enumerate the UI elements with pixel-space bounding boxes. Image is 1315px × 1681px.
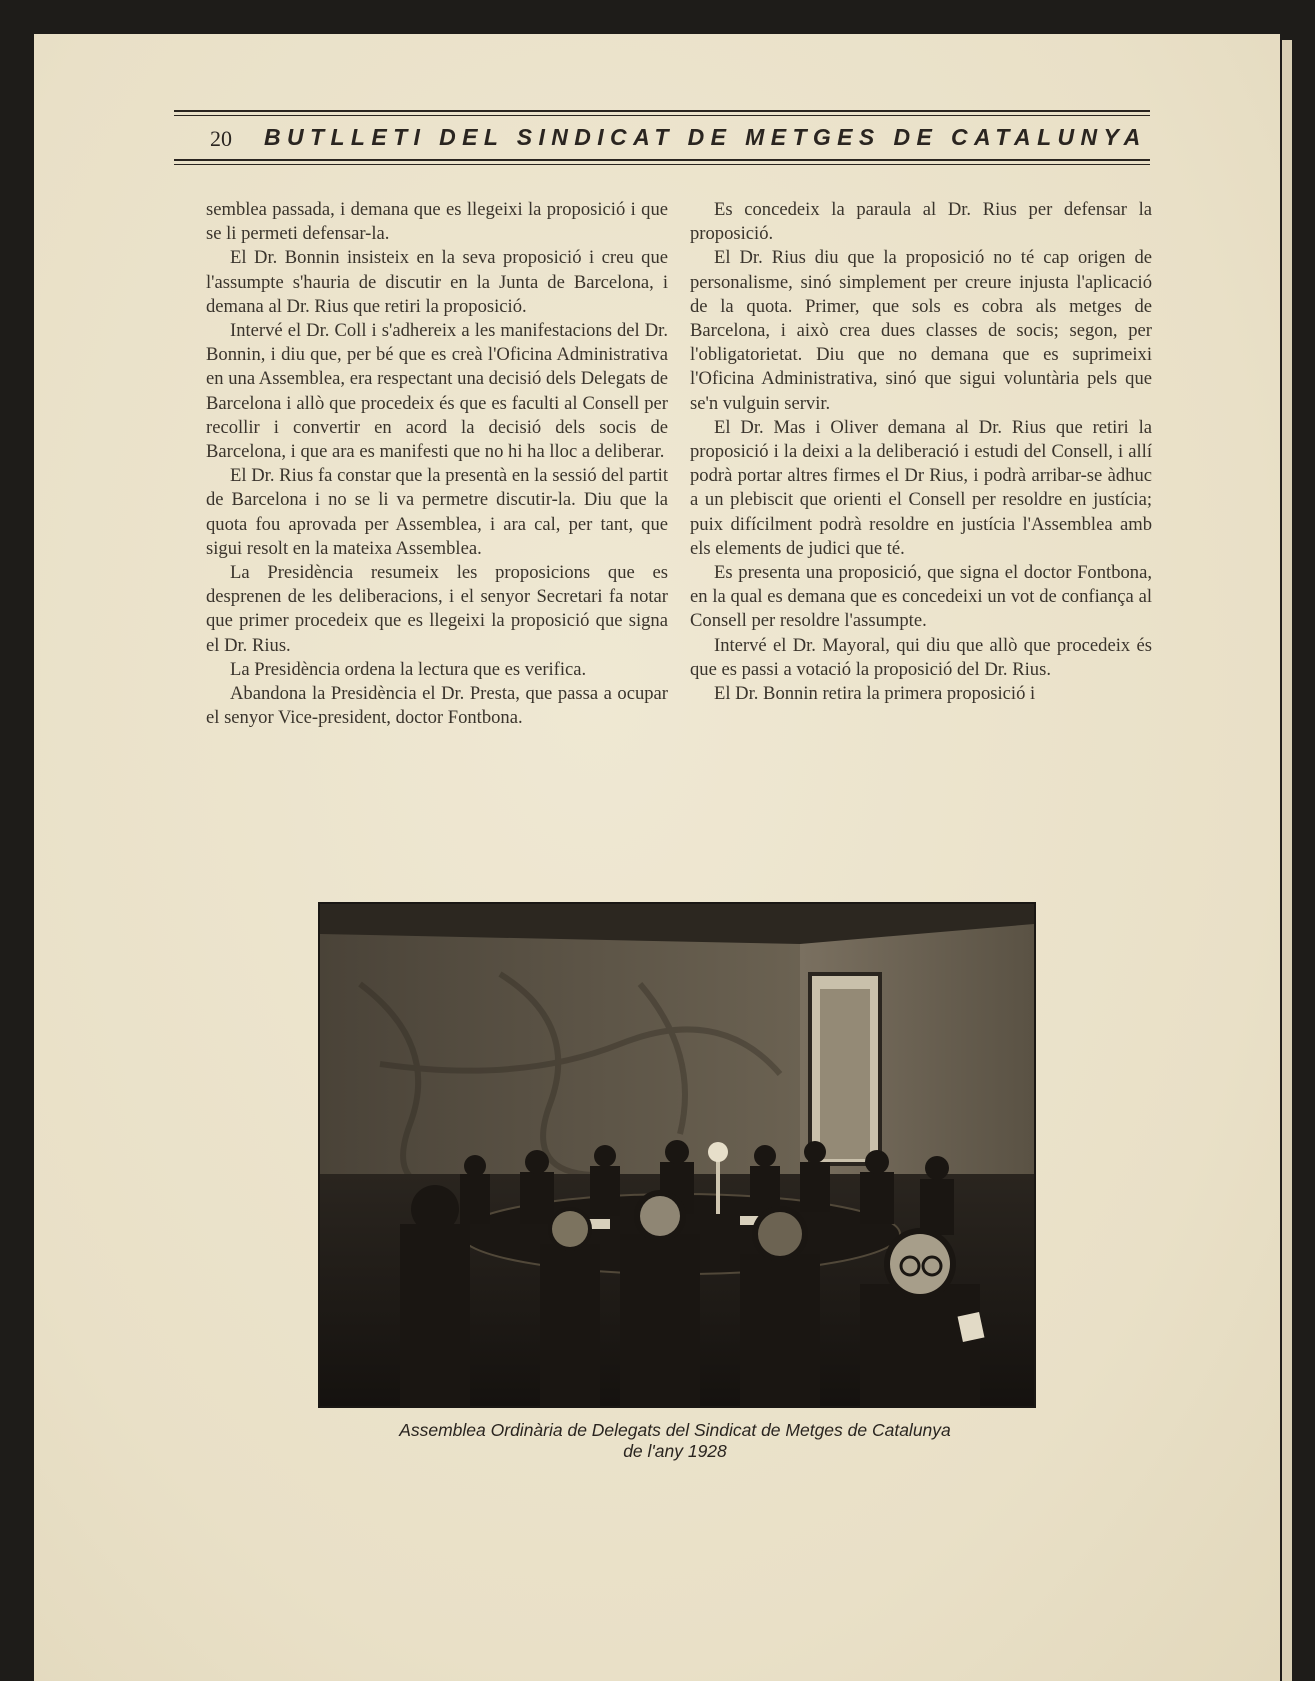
paragraph: La Presidència ordena la lectura que es verifica. (230, 658, 587, 680)
header-rule-bottom (174, 159, 1150, 161)
paragraph: Abandona la Presidència el Dr. Presta, que passa a ocupar el senyor Vice-president, doctor Fontbona. (206, 683, 668, 729)
paragraph: Intervé el Dr. Coll i s'adhereix a les manifestacions del Dr. Bonnin, i diu que, per bé que es creà l'Oficina Administrativa en una Assemblea, era respectant una decisió dels Delegats de Barcelona i allò que procedeix és que es faculti al Consell per recollir i convertir en acord la decisió dels socis de Barcelona, i que ara es manifesti que no hi ha lloc a deliberar. (206, 320, 668, 463)
page-number: 20 (210, 126, 232, 151)
header-rule-bottom-thin (174, 164, 1150, 165)
paragraph: Intervé el Dr. Mayoral, qui diu que allò que procedeix és que es passi a votació la proposició del Dr. Rius. (690, 634, 1152, 680)
paragraph: Es presenta una proposició, que signa el doctor Fontbona, en la qual es demana que es concedeixi un vot de confiança al Consell per resoldre l'assumpte. (690, 562, 1152, 632)
page-edge (1282, 40, 1292, 1681)
paragraph: El Dr. Bonnin retira la primera proposició i (714, 683, 1036, 705)
right-column (690, 198, 1152, 706)
paragraph: El Dr. Rius diu que la proposició no té cap origen de personalisme, sinó simplement per creure injusta l'aplicació de la quota. Primer, que sols es cobra als metges de Barcelona, i això crea dues classes de socis; segon, per l'obligatorietat. Diu que no demana que es suprimeixi l'Oficina Administrativa, sinó que sigui voluntària pels que se'n vulguin servir. (690, 247, 1152, 414)
header-rule-top-thin (174, 115, 1150, 116)
photo-illustration (320, 904, 1034, 1406)
caption-line: Assemblea Ordinària de Delegats del Sindicat de Metges de Catalunya (399, 1420, 951, 1440)
paragraph: Es concedeix la paraula al Dr. Rius per defensar la proposició. (690, 199, 1152, 245)
paragraph: semblea passada, i demana que es llegeixi la proposició i que se li permeti defensar-la. (206, 199, 668, 245)
photo-caption (300, 1420, 1050, 1462)
running-header (174, 110, 1150, 165)
journal-title: BUTLLETI DEL SINDICAT DE METGES DE CATALUNYA (264, 124, 1147, 150)
paragraph: El Dr. Mas i Oliver demana al Dr. Rius que retiri la proposició i la deixi a la deliberació i estudi del Consell, i allí podrà portar altres firmes el Dr Rius, i podrà arribar-se àdhuc a un plebiscit que orienti el Consell per resoldre en justícia; puix difícilment podrà resoldre en justícia l'Assemblea amb els elements de judici que té. (690, 416, 1152, 559)
caption-line: de l'any 1928 (623, 1441, 727, 1461)
header-rule-top (174, 110, 1150, 112)
paragraph: El Dr. Bonnin insisteix en la seva proposició i creu que l'assumpte s'hauria de discutir en la Junta de Barcelona, i demana al Dr. Rius que retiri la proposició. (206, 247, 668, 317)
left-column (206, 198, 668, 730)
paragraph: La Presidència resumeix les proposicions que es desprenen de les deliberacions, i el senyor Secretari fa notar que primer procedeix que es llegeixi la proposició que signa el Dr. Rius. (206, 562, 668, 656)
paragraph: El Dr. Rius fa constar que la presentà en la sessió del partit de Barcelona i no se li va permetre discutir-la. Diu que la quota fou aprovada per Assemblea, i ara cal, per tant, que sigui resolt en la mateixa Assemblea. (206, 465, 668, 559)
assembly-photograph (318, 902, 1036, 1408)
